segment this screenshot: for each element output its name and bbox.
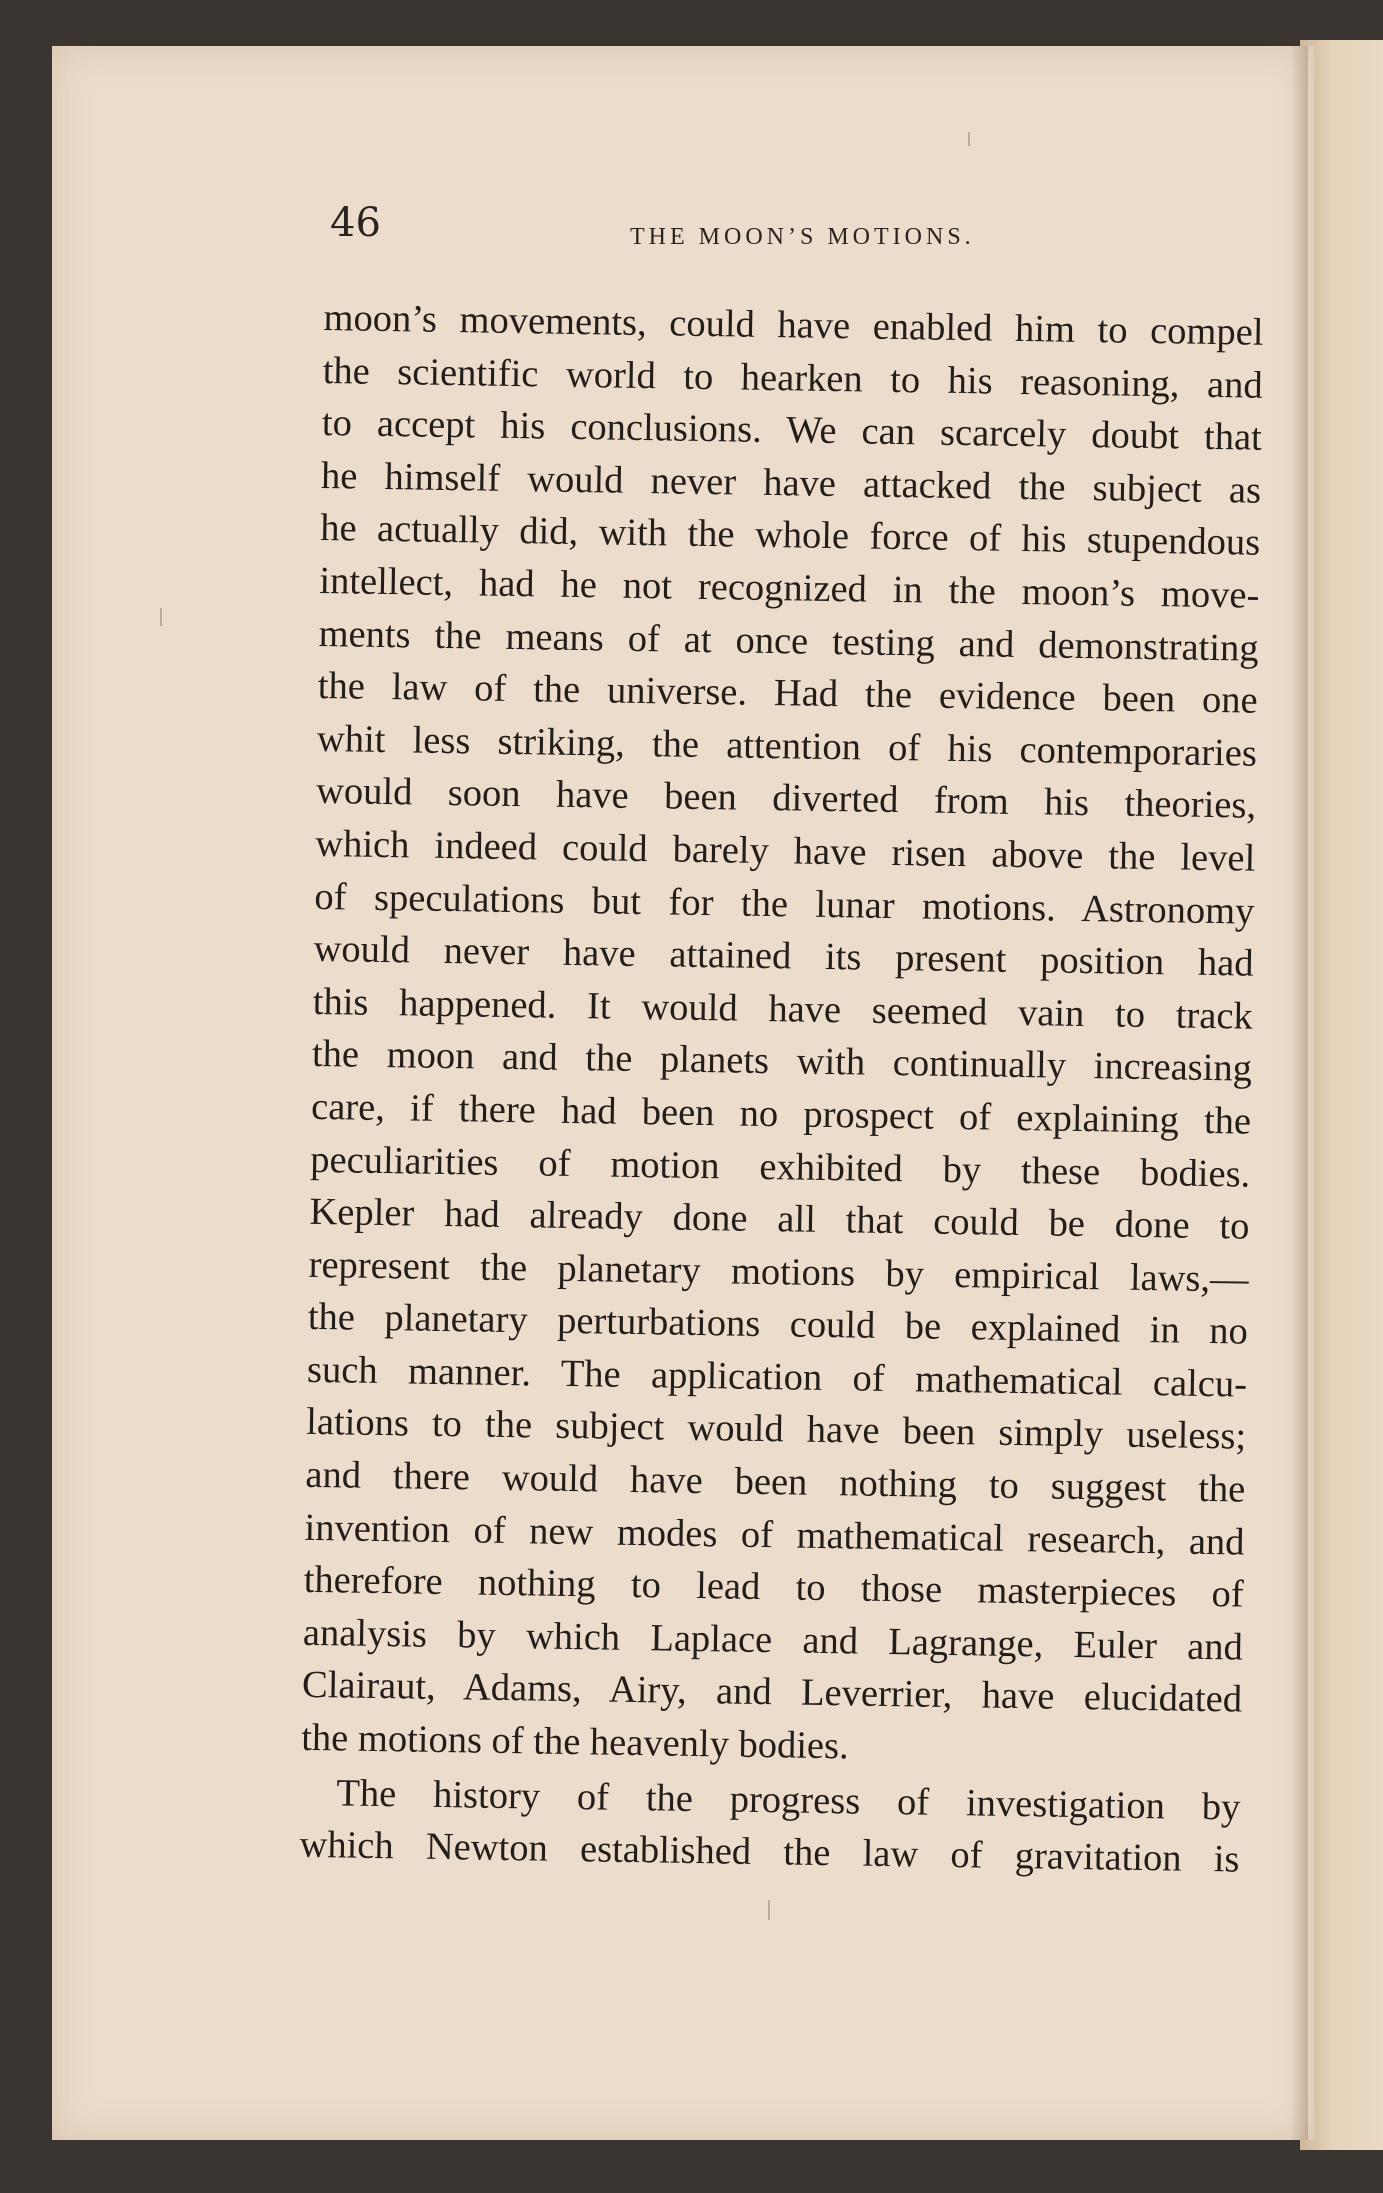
- text-line: he actually did, with the whole force of his stupendous: [319, 507, 1261, 565]
- text-line: ments the means of at once testing and demonstrating: [318, 612, 1259, 670]
- text-line: The history of the progress of investigation by: [336, 1772, 1241, 1829]
- text-line: this happened. It would have seemed vain to track: [312, 980, 1254, 1038]
- paragraph-1: [301, 292, 1264, 1779]
- text-line: the planetary perturbations could be explained in no: [307, 1296, 1249, 1353]
- text-line: the moon and the planets with continually increasing: [311, 1033, 1253, 1090]
- text-line: care, if there had been no prospect of explaining the: [310, 1085, 1252, 1143]
- running-title: THE MOON’S MOTIONS.: [630, 224, 975, 250]
- text-line: the scientific world to hearken to his reasoning, and: [322, 349, 1263, 407]
- text-line: analysis by which Laplace and Lagrange, Euler and: [302, 1611, 1244, 1669]
- text-line: invention of new modes of mathematical research, and: [304, 1506, 1245, 1564]
- text-line: the law of the universe. Had the evidence been one: [317, 665, 1259, 722]
- text-line: the motions of the heavenly bodies.: [300, 1716, 850, 1768]
- page-gutter: [1290, 46, 1308, 2140]
- text-line: Kepler had already done all that could be done to: [309, 1190, 1250, 1248]
- page-number: 46: [330, 200, 381, 246]
- page-header: [330, 200, 1280, 260]
- text-line: Clairaut, Adams, Airy, and Leverrier, have elucidated: [301, 1664, 1243, 1722]
- paragraph-2: [299, 1766, 1241, 1886]
- text-line: lations to the subject would have been simply useless;: [305, 1401, 1247, 1459]
- text-line: intellect, had he not recognized in the moon’s move-: [319, 559, 1260, 617]
- body-text: [299, 292, 1264, 1886]
- text-line: represent the planetary motions by empirical laws,—: [308, 1243, 1249, 1301]
- text-line: of speculations but for the lunar motions. Astronomy: [314, 875, 1255, 933]
- text-line: moon’s movements, could have enabled him to compel: [323, 296, 1264, 354]
- paper-speck: [968, 132, 970, 146]
- paper-speck: [160, 608, 162, 626]
- text-line: which indeed could barely have risen above the level: [315, 822, 1256, 880]
- text-line: and there would have been nothing to suggest the: [305, 1453, 1246, 1511]
- text-line: such manner. The application of mathematical calcu-: [306, 1348, 1248, 1406]
- text-line: which Newton established the law of gravitation is: [299, 1824, 1240, 1881]
- text-line: he himself would never have attacked the subject as: [320, 454, 1262, 512]
- text-line: would soon have been diverted from his theories,: [315, 770, 1257, 828]
- text-line: would never have attained its present position had: [313, 928, 1254, 985]
- text-line: therefore nothing to lead to those masterpieces of: [303, 1559, 1244, 1616]
- text-line: whit less striking, the attention of his contemporaries: [316, 717, 1258, 775]
- text-line: peculiarities of motion exhibited by these bodies.: [310, 1138, 1251, 1196]
- text-line: to accept his conclusions. We can scarcely doubt that: [321, 402, 1263, 459]
- paper-speck: [768, 1900, 770, 1920]
